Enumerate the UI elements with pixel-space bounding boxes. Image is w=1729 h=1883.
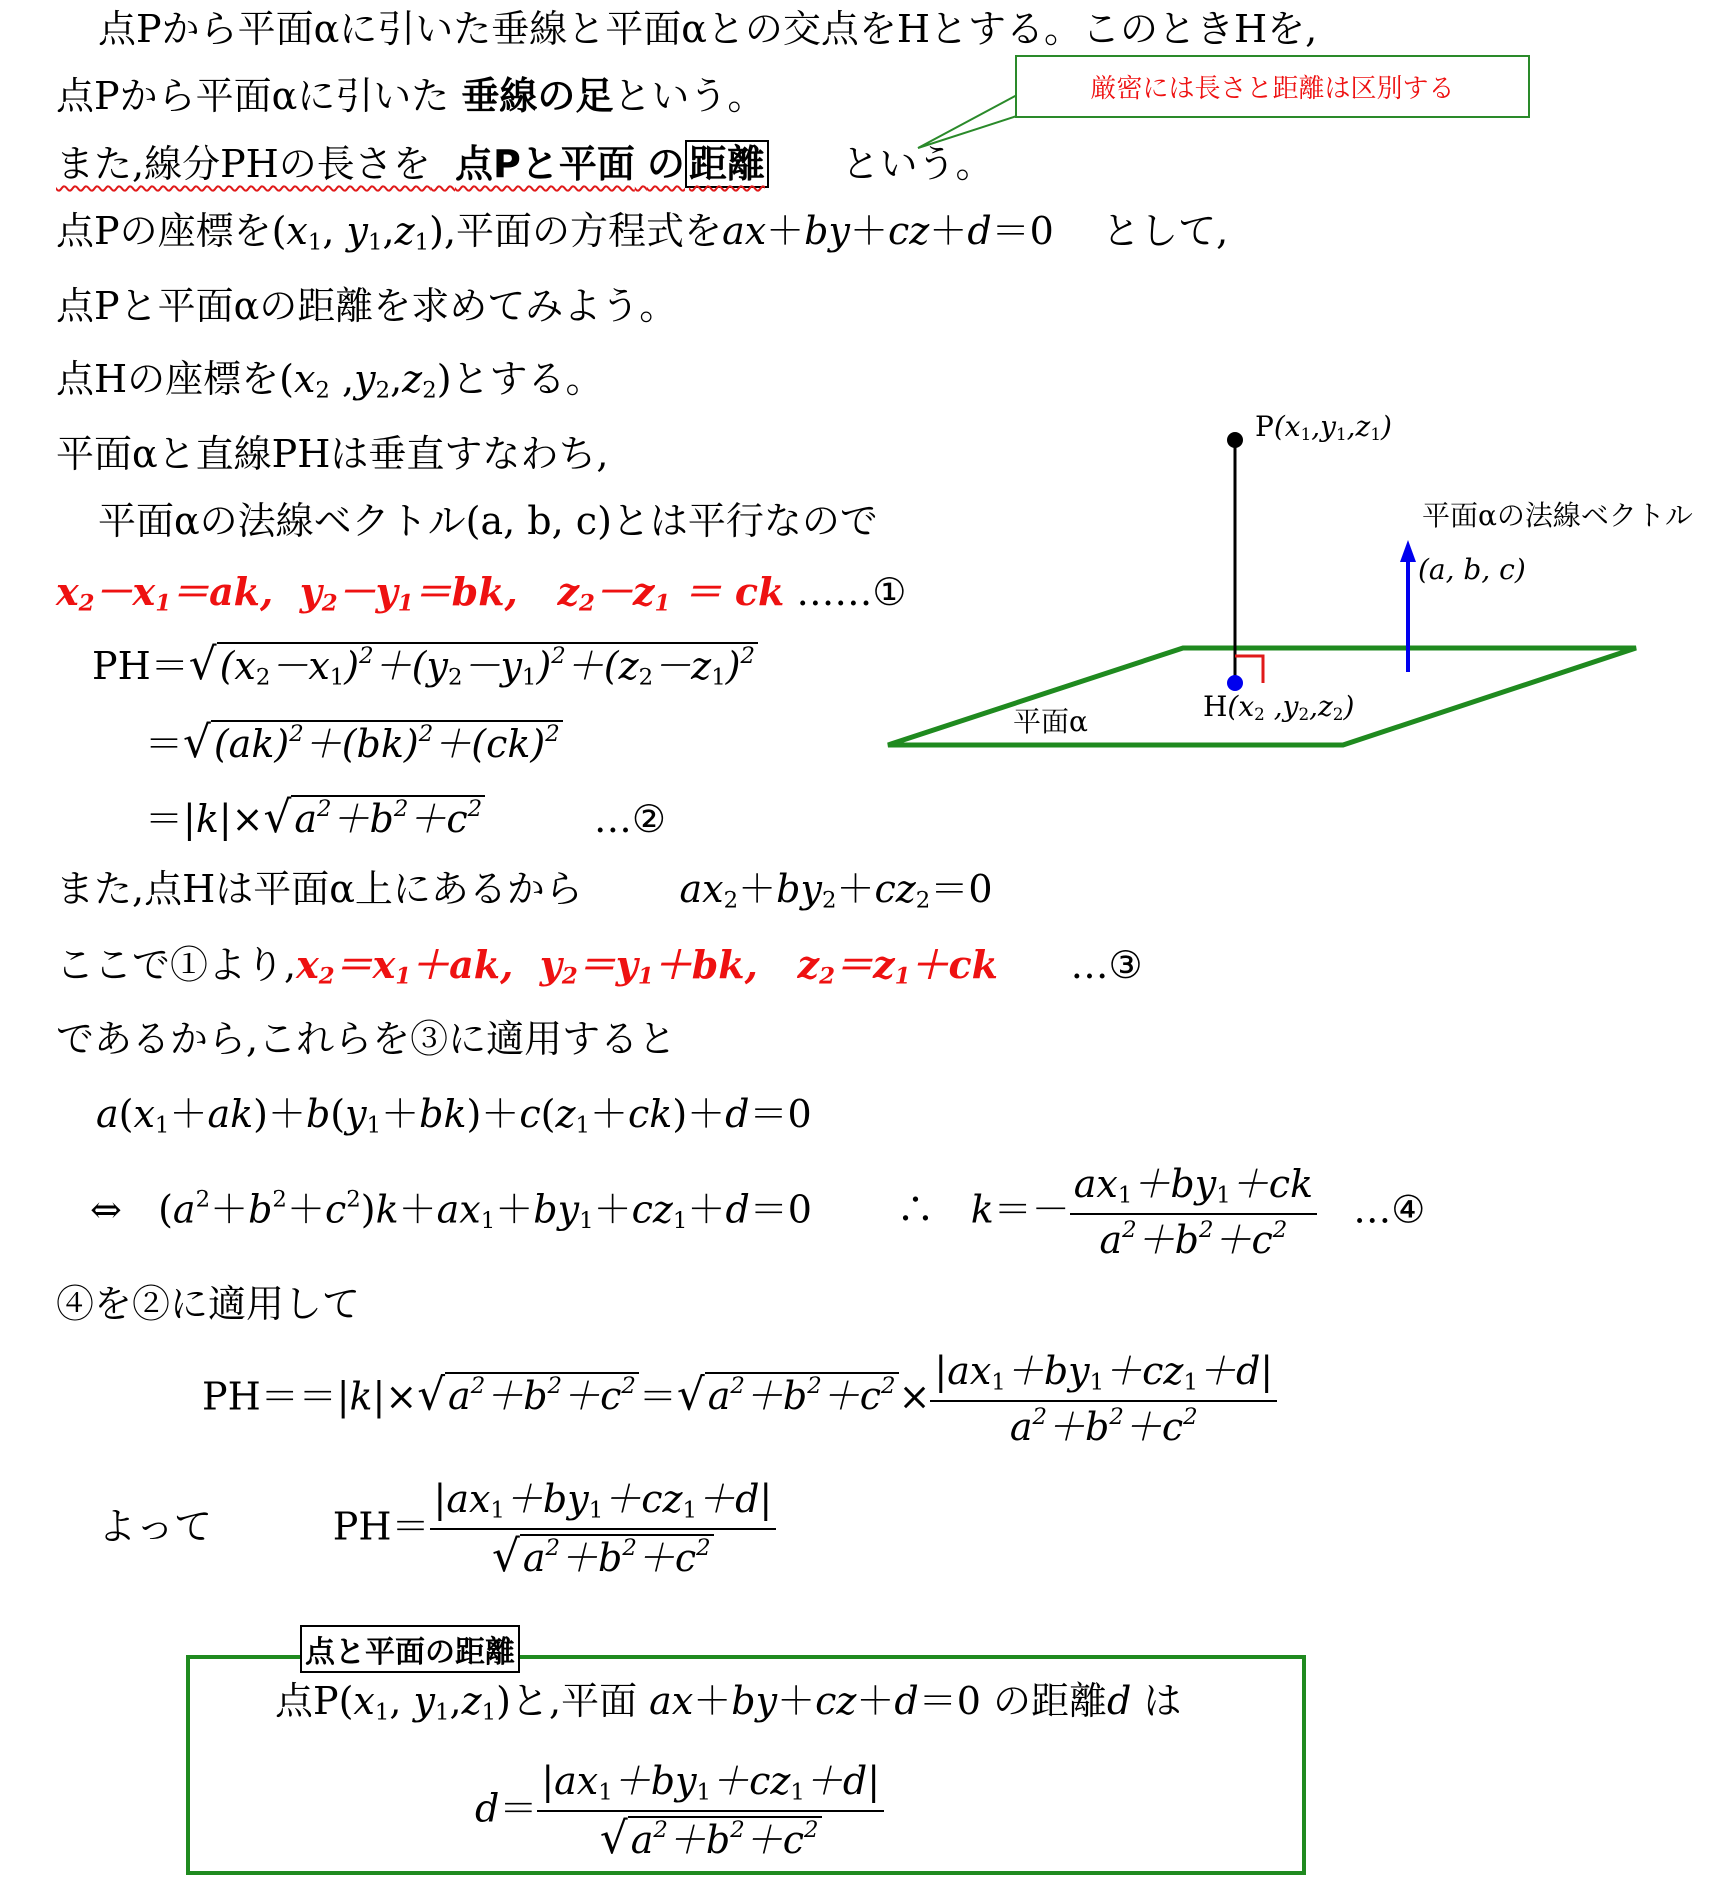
point-p-dot	[1227, 432, 1243, 448]
line-definition-foot: 点Pから平面αに引いた垂線と平面αとの交点をHとする。このときHを,	[98, 7, 1318, 51]
line-apply-3: であるから,これらを③に適用すると	[56, 1017, 677, 1061]
line-h-on-plane: また,点Hは平面α上にあるから $ax_2+by_2+cz_2=0$	[56, 867, 993, 914]
point-h-letter: H	[1203, 690, 1228, 723]
equation-1-marker: ……①	[796, 570, 907, 614]
text: として,	[1102, 209, 1229, 253]
equation-2-marker: …②	[593, 797, 666, 841]
text: 点P	[275, 1679, 339, 1723]
callout-pointer	[918, 95, 1017, 148]
point-h-dot	[1227, 675, 1243, 691]
normal-vector-components: (a, b, c)	[1418, 553, 1526, 586]
line-foot-of-perpendicular	[56, 75, 765, 119]
point-p-label: $P(x_1,y_1,z_1)$	[1255, 410, 1392, 445]
line-coordinates-equation: 点Pの座標を($x_1$, $y_1,z_1$),平面の方程式をax＋by＋cz＋d＝0 として,	[56, 209, 1229, 256]
text: の距離	[993, 1679, 1108, 1723]
equation-ph-result: よって PH＝ $\frac{|ax_1+by_1+cz_1+d|}{√a^2+b^2+c^2}$	[98, 1478, 776, 1582]
equation-ph-derivation: $PH==|k|\times√a^2+b^2+c^2=√a^2+b^2+c^2\times$ $\frac{|ax_1+by_1+cz_1+d|}{a^2+b^2+c^2}$	[202, 1350, 1277, 1450]
text: また,点Hは平面α上にあるから	[56, 867, 583, 911]
text: 点Hの座標を(	[56, 357, 294, 401]
equation-1: x2－x1＝ak, y2－y1＝bk, z2－z1 ＝ ck ……①	[56, 569, 907, 617]
equation-substitution: $a(x_1+ak)+b(y_1+bk)+c(z_1+ck)+d=0$	[96, 1092, 812, 1139]
point-p-letter: P	[1255, 410, 1274, 443]
point-h-label: $H(x_2$ $,y_2,z_2$)	[1203, 690, 1355, 725]
line-parallel-normal: 平面αの法線ベクトル(a, b, c)とは平行なので	[98, 499, 878, 543]
term-point-plane: 点Pと平面	[454, 142, 635, 186]
text: よって	[98, 1504, 213, 1549]
text: また,線分PHの長さを	[56, 142, 431, 186]
term-no: の	[646, 142, 685, 186]
equation-3-marker: …③	[1070, 943, 1143, 987]
line-distance-definition	[56, 143, 993, 187]
normal-vector-arrowhead	[1400, 540, 1416, 562]
line-lets-find: 点Pと平面αの距離を求めてみよう。	[56, 284, 678, 328]
wavy-underlined-text	[56, 140, 769, 188]
plane-label: 平面α	[1013, 705, 1088, 738]
text: ),平面の方程式を	[429, 209, 723, 253]
summary-statement: 点$P(x_1$, $y_1,z_1$)と,平面 ax＋by＋cz＋d＝0 の距離d は	[275, 1679, 1182, 1726]
equation-4-marker: …④	[1353, 1187, 1426, 1232]
text: ここで①より,	[56, 943, 297, 987]
text: 点Pから平面αに引いた	[56, 74, 450, 118]
equation-3: ここで①より,x2＝x1＋ak, y2＝y1＋bk, z2＝z1＋ck …③	[56, 942, 1143, 990]
callout-note: 厳密には長さと距離は区別する	[1015, 55, 1530, 118]
equation-ph-1: $PH=√(x_2-x_1)^2+(y_2-y_1)^2+(z_2-z_1)^2$	[92, 640, 758, 691]
line-h-coordinates: 点Hの座標を($x_2$ $,y_2,z_2$)とする。	[56, 357, 604, 404]
equation-ph-2: ＝√(ak)$^2$＋(bk)$^2$＋(ck)$^2$	[145, 718, 563, 768]
text: は	[1143, 1679, 1182, 1723]
text: という。	[613, 74, 766, 118]
equation-2: $=|k|\times√a^2+b^2+c^2$ …②	[145, 792, 666, 843]
equation-4: ⇔ $(a^2+b^2+c^2)k+ax_1+by_1+cz_1+d=0$ ∴ k＝－ $\frac{ax_1+by_1+ck}{a^2+b^2+c^2}$ …④	[90, 1162, 1426, 1262]
term-foot: 垂線の足	[461, 74, 614, 118]
line-perpendicular: 平面αと直線PHは垂直すなわち,	[56, 432, 609, 476]
text: 点Pの座標を(	[56, 209, 287, 253]
text: という。	[841, 142, 994, 186]
term-distance-boxed: 距離	[685, 140, 769, 188]
summary-title: 点と平面の距離	[300, 1625, 520, 1673]
text: と,平面	[510, 1679, 638, 1723]
text: )とする。	[436, 357, 604, 401]
normal-vector-title: 平面αの法線ベクトル	[1422, 499, 1693, 532]
line-apply-4-to-2: ④を②に適用して	[56, 1282, 361, 1326]
summary-formula: d＝ $\frac{|ax_1+by_1+cz_1+d|}{√a^2+b^2+c^2}$	[475, 1760, 884, 1864]
